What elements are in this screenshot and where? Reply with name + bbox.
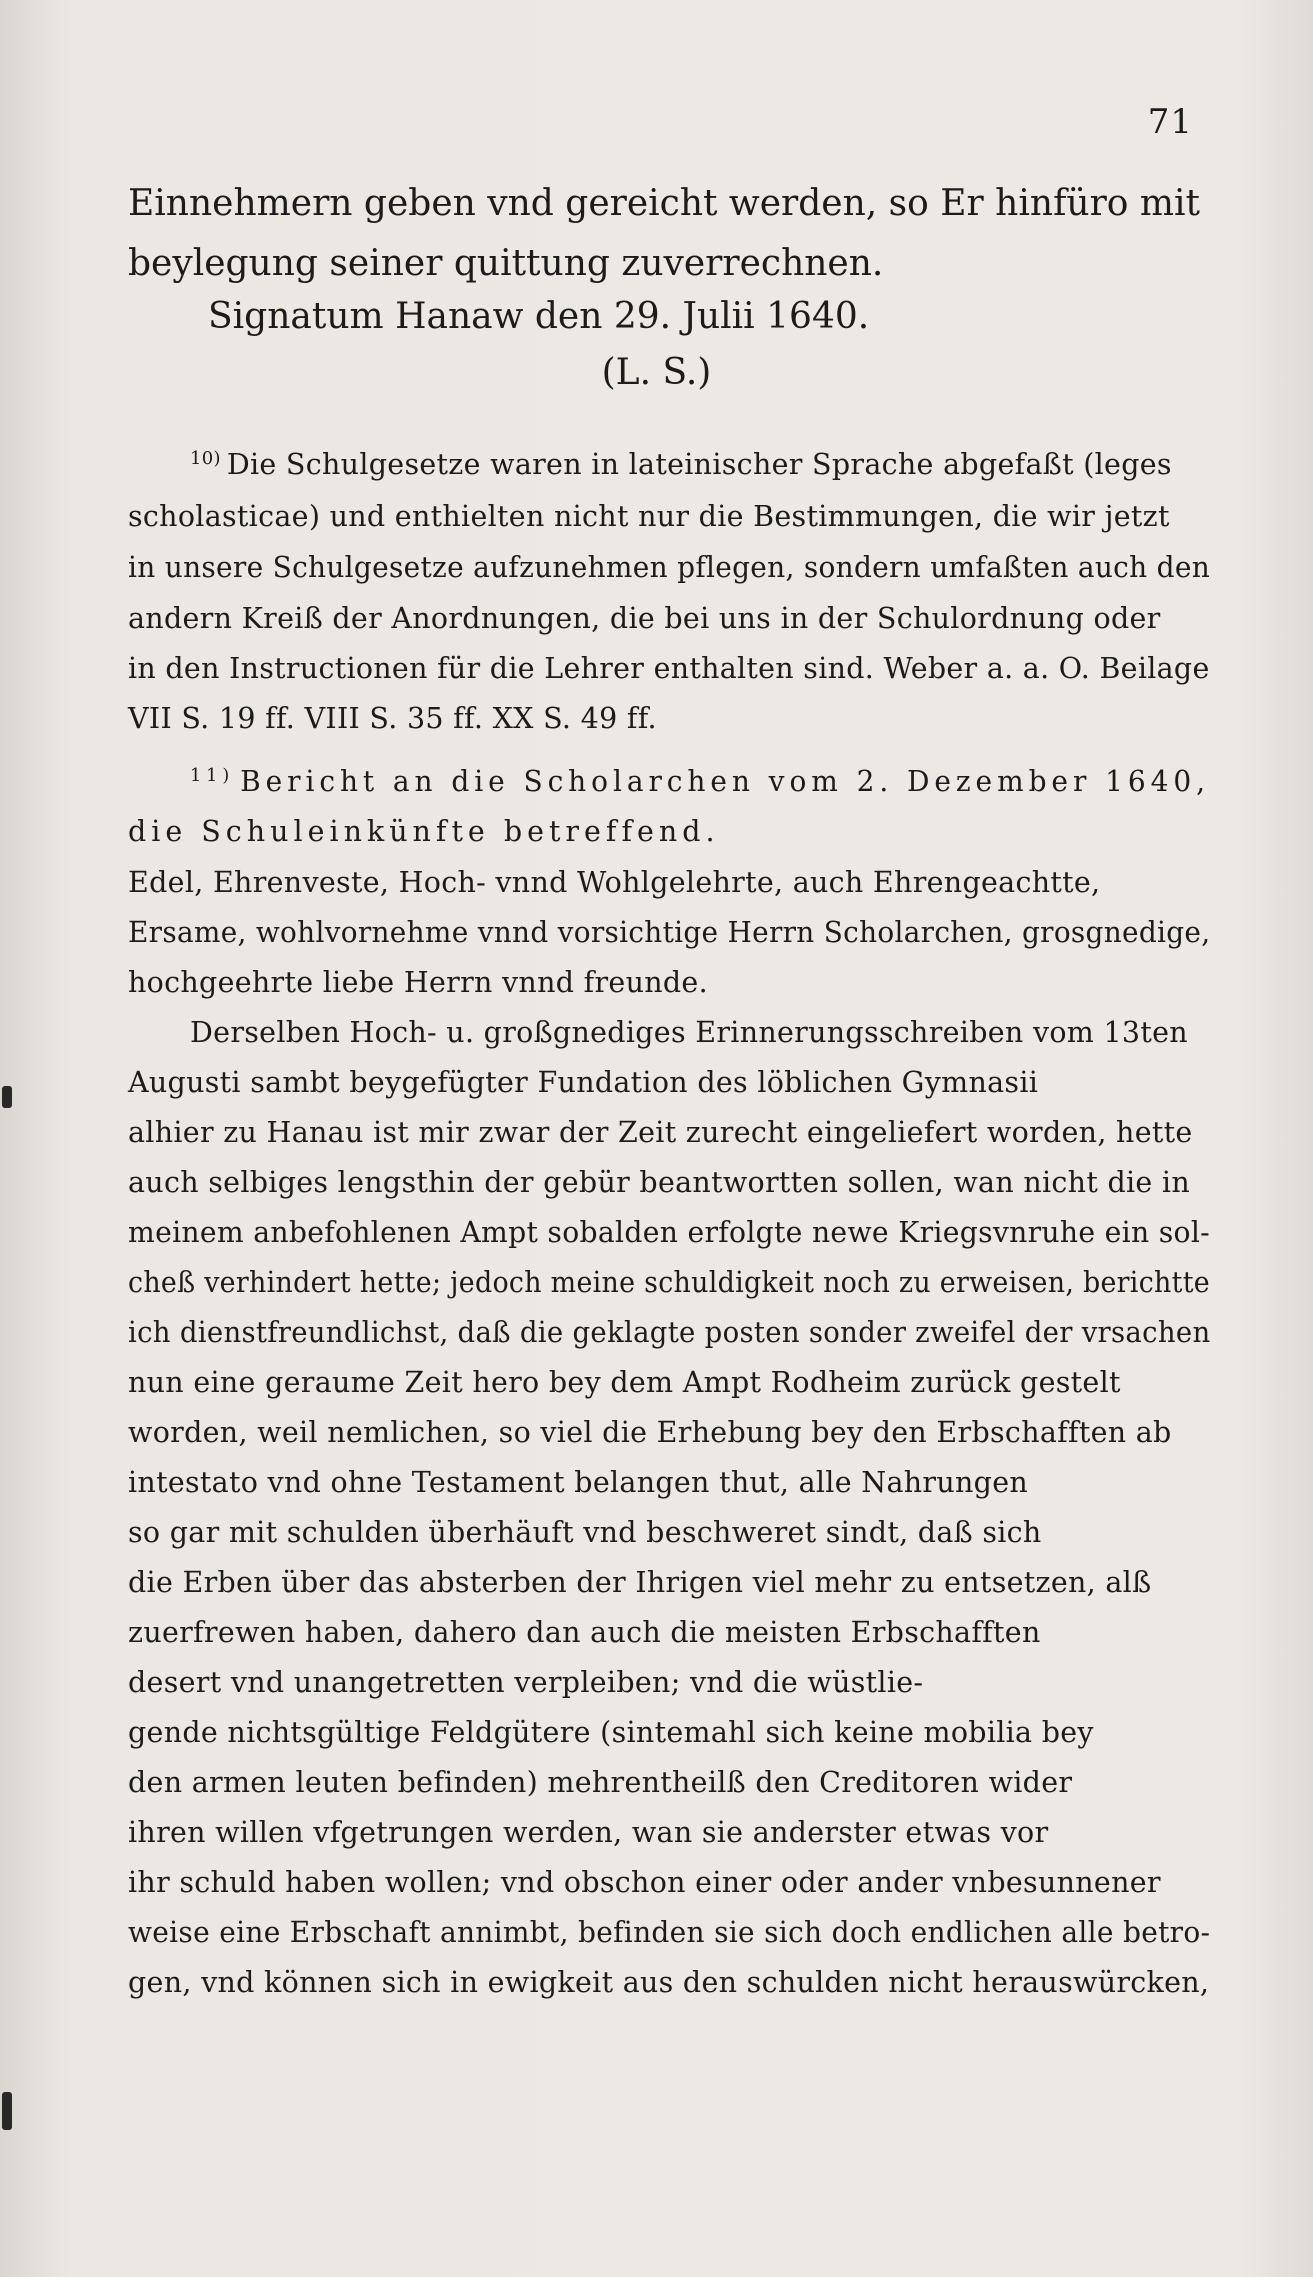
footnote-10-first-line: $^{10)}$ Die Schulgesetze waren in lateinischer Sprache abgefaßt (leges [190,448,1172,481]
footnote-10-line: andern Kreiß der Anordnungen, die bei uns in der Schulordnung oder [128,602,1161,635]
text-line: beylegung seiner quittung zuverrechnen. [128,243,884,284]
footnote-11-line: Augusti sambt beygefügter Fundation des löblichen Gymnasii [128,1066,1039,1099]
footnote-11-line: die Schuleinkünfte betreffend. [128,815,720,848]
signature-line: Signatum Hanaw den 29. Julii 1640. [208,296,870,337]
footnote-11-line: desert vnd unangetretten verpleiben; vnd die wüstlie- [128,1666,924,1699]
footnote-11-line: meinem anbefohlenen Ampt sobalden erfolgte newe Kriegsvnruhe ein sol- [128,1216,1211,1249]
footnote-11-line: hochgeehrte liebe Herrn vnnd freunde. [128,966,708,999]
footnote-11-line: auch selbiges lengsthin der gebür beantwortten sollen, wan nicht die in [128,1166,1190,1199]
footnote-11-line: die Erben über das absterben der Ihrigen viel mehr zu entsetzen, alß [128,1566,1152,1599]
footnote-11-line: weise eine Erbschaft annimbt, befinden sie sich doch endlichen alle betro- [128,1916,1211,1949]
footnote-10-mark: 10) [190,448,221,469]
footnote-10-line: VII S. 19 ff. VIII S. 35 ff. XX S. 49 ff. [128,702,657,735]
scan-edge-mark [2,2092,12,2130]
footnote-10-line: in unsere Schulgesetze aufzunehmen pflegen, sondern umfaßten auch den [128,551,1211,584]
footnote-11-line: so gar mit schulden überhäuft vnd beschweret sindt, daß sich [128,1516,1042,1549]
footnote-11-line: zuerfrewen haben, dahero dan auch die meisten Erbschafften [128,1616,1041,1649]
footnote-11-line: cheß verhindert hette; jedoch meine schuldigkeit noch zu erweisen, berichtte [128,1266,1211,1299]
footnote-11-line: gende nichtsgültige Feldgütere (sintemahl sich keine mobilia bey [128,1716,1094,1749]
footnote-11-mark: 11) [190,765,235,786]
footnote-11-line: alhier zu Hanau ist mir zwar der Zeit zurecht eingeliefert worden, hette [128,1116,1193,1149]
footnote-10-line: scholasticae) und enthielten nicht nur die Bestimmungen, die wir jetzt [128,500,1170,533]
text-line: Einnehmern geben vnd gereicht werden, so Er hinfüro mit [128,183,1201,224]
page-number: 71 [1147,102,1193,142]
footnote-10-line: in den Instructionen für die Lehrer enthalten sind. Weber a. a. O. Beilage [128,652,1210,685]
footnote-11-line: gen, vnd können sich in ewigkeit aus den schulden nicht herauswürcken, [128,1966,1210,1999]
footnote-11-line: intestato vnd ohne Testament belangen thut, alle Nahrungen [128,1466,1029,1499]
scan-edge-mark [2,1086,12,1108]
footnote-11-line: worden, weil nemlichen, so viel die Erhebung bey den Erbschafften ab [128,1416,1172,1449]
footnote-11-first-line: $^{11)}$ Bericht an die Scholarchen vom 2. Dezember 1640, [190,765,1210,798]
footnote-11-line: ich dienstfreundlichst, daß die geklagte posten sonder zweifel der vrsachen [128,1316,1211,1349]
footnote-11-line: den armen leuten befinden) mehrentheilß den Creditoren wider [128,1766,1073,1799]
footnote-11-line: Derselben Hoch- u. großgnediges Erinnerungsschreiben vom 13ten [190,1016,1188,1049]
seal-mark: (L. S.) [601,352,712,393]
footnote-11-line: Edel, Ehrenveste, Hoch- vnnd Wohlgelehrte, auch Ehrengeachtte, [128,866,1101,899]
footnote-11-line: Ersame, wohlvornehme vnnd vorsichtige Herrn Scholarchen, grosgnedige, [128,916,1211,949]
footnote-11-line: ihr schuld haben wollen; vnd obschon einer oder ander vnbesunnener [128,1866,1161,1899]
footnote-11-line: ihren willen vfgetrungen werden, wan sie anderster etwas vor [128,1816,1049,1849]
footnote-11-line: nun eine geraume Zeit hero bey dem Ampt Rodheim zurück gestelt [128,1366,1121,1399]
